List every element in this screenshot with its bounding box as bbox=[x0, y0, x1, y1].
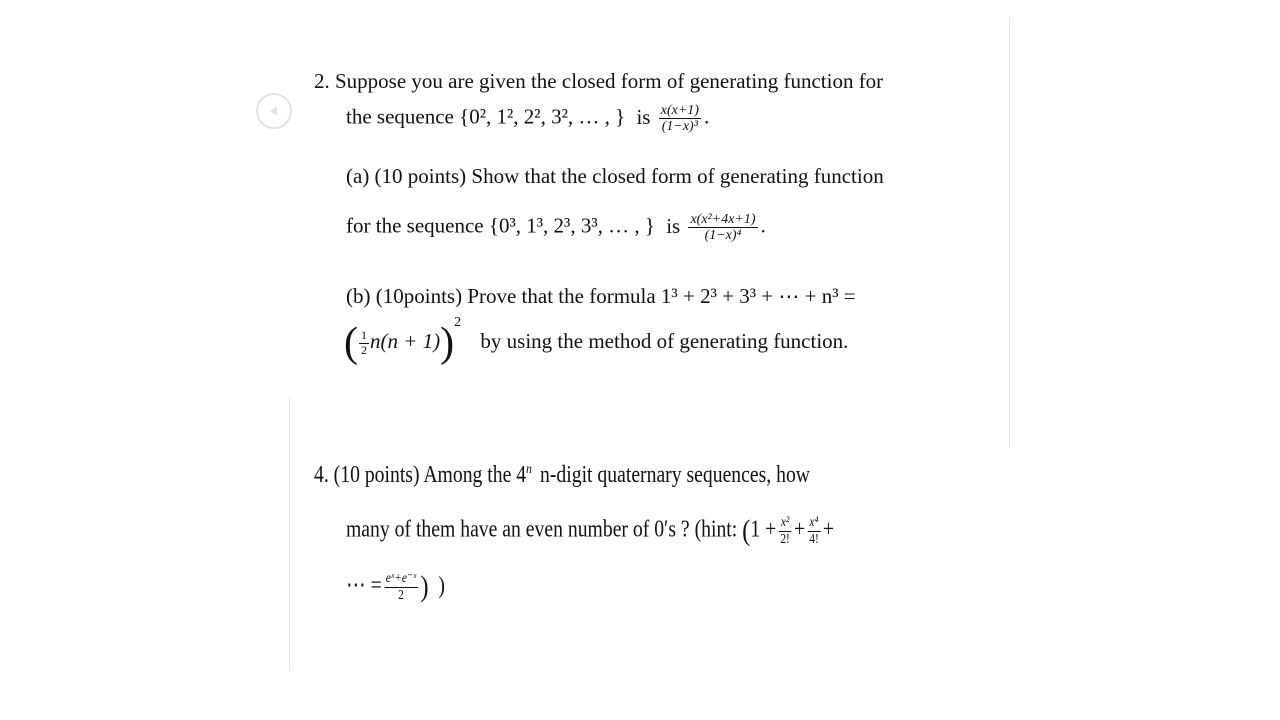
problem2-line1: 2. Suppose you are given the closed form of generating function for bbox=[314, 69, 884, 93]
half-fraction: $\frac{1}{2}$ bbox=[361, 328, 367, 357]
problem2-line2: the sequence {0², 1², 2², 3², … , } is $\frac{x(x+1)}{\text{(1−x)³}}$ . bbox=[346, 103, 710, 135]
sequence-label: the sequence bbox=[346, 104, 460, 129]
close-paren: ) bbox=[440, 320, 455, 366]
part-b-suffix: by using the method of generating function. bbox=[480, 328, 849, 353]
gf-squares-denominator: (1−x)³ bbox=[661, 119, 698, 135]
page-edge-left bbox=[289, 398, 290, 670]
is-word: is bbox=[636, 104, 651, 129]
problem4-line1: 4. (10 points) Among the 4$^n$ n-digit quaternary sequences, how bbox=[314, 462, 811, 488]
sequence-squares: {0², 1², 2², 3², … , } bbox=[459, 104, 626, 129]
part-a-prefix: for the sequence bbox=[346, 213, 489, 238]
x2-fraction: $\frac{\text{x²}}{2!}$ bbox=[780, 515, 790, 547]
part-a-line1: (a) (10 points) Show that the closed form of generating function bbox=[346, 164, 884, 188]
part-a-line2: for the sequence {0³, 1³, 2³, 3³, … , } is $\frac{\text{x(x²+4x+1)}}{\text{(1−x)⁴}}$ . bbox=[346, 212, 766, 244]
gf-cubes-numerator: x(x²+4x+1) bbox=[690, 212, 756, 227]
back-button[interactable] bbox=[256, 93, 292, 129]
play-back-icon bbox=[267, 104, 281, 118]
cosh-fraction: $\frac{\text{eˣ+e⁻ˣ}}{2}$ bbox=[385, 571, 417, 603]
gf-squares-fraction bbox=[659, 103, 701, 135]
x4-fraction: $\frac{\text{x⁴}}{4!}$ bbox=[809, 515, 819, 547]
gf-cubes-fraction bbox=[688, 212, 757, 244]
sequence-cubes: {0³, 1³, 2³, 3³, … , } bbox=[488, 213, 655, 238]
part-b-line1: (b) (10points) Prove that the formula 1³ + 2³ + 3³ + ⋯ + n³ = bbox=[346, 284, 856, 308]
gf-cubes-denominator: (1−x)⁴ bbox=[704, 228, 742, 244]
part-b-line2 bbox=[344, 314, 849, 366]
paren-inner: n(n + 1) bbox=[370, 328, 441, 353]
gf-squares-numerator: x(x+1) bbox=[660, 103, 699, 118]
problem4-line3: ⋯ = $\frac{\text{eˣ+e⁻ˣ}}{2}$ ) ) bbox=[346, 570, 445, 603]
page-edge-right bbox=[1009, 18, 1010, 448]
square-exponent: 2 bbox=[454, 314, 462, 330]
is-word-2: is bbox=[666, 213, 681, 238]
problem4-line2: many of them have an even number of 0′s ? (hint: (1 + $\frac{\text{x²}}{2!}$ + $\frac{\text{x⁴}}{4!}$ + bbox=[346, 514, 834, 547]
open-paren: ( bbox=[344, 320, 358, 366]
